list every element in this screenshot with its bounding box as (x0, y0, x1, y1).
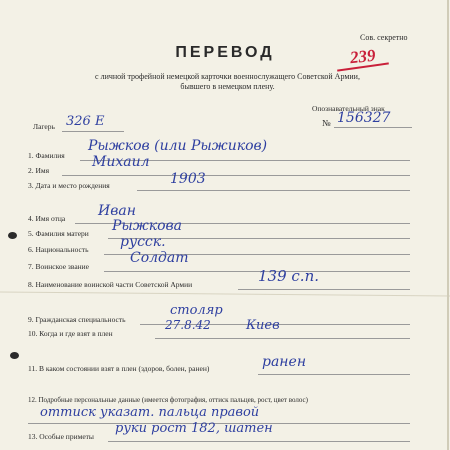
field-name-value: Михаил (92, 154, 150, 170)
field-rank-value: Солдат (130, 250, 189, 266)
field-rank-label: 7. Воинское звание (28, 262, 90, 271)
field-special-marks-underline (108, 441, 410, 442)
registration-number-stamp: 239 (349, 45, 377, 68)
field-surname-label: 1. Фамилия (28, 151, 65, 160)
field-name-underline (62, 175, 410, 176)
field-birth-label: 3. Дата и место рождения (28, 181, 110, 190)
field-personal-data-value: оттиск указат. пальца правой (40, 405, 260, 420)
field-name-label: 2. Имя (28, 166, 50, 175)
field-captured-place-value: Киев (246, 318, 280, 333)
punch-hole-upper (8, 232, 17, 239)
field-condition-underline (258, 374, 410, 375)
field-military-unit-underline (238, 289, 410, 290)
subtitle-line-1: с личной трофейной немецкой карточки военнослужащего Советской Армии, (95, 72, 360, 81)
field-captured-date-value: 27.8.42 (165, 318, 211, 332)
field-rank-underline (104, 271, 410, 272)
field-civil-profession-label: 9. Гражданская специальность (28, 315, 126, 324)
field-captured-underline (155, 338, 410, 339)
punch-hole-lower (10, 352, 19, 359)
field-military-unit-label: 8. Наименование воинской части Советской Армии (28, 280, 193, 289)
field-condition-label: 11. В каком состоянии взят в плен (здоров, болен, ранен) (28, 364, 210, 373)
field-nationality-label: 6. Национальность (28, 245, 89, 254)
field-mother-surname-value: Рыжкова (112, 218, 183, 234)
id-tag-label: Опознавательный знак (312, 104, 385, 113)
subtitle-line-2: бывшего в немецком плену. (180, 82, 275, 91)
field-special-marks-label: 13. Особые приметы (28, 432, 94, 441)
camp-value: 326 Е (66, 114, 105, 129)
field-captured-label: 10. Когда и где взят в плен (28, 329, 113, 338)
page-title: ПЕРЕВОД (175, 44, 275, 61)
field-birth-underline (137, 190, 410, 191)
camp-underline (62, 131, 124, 132)
field-personal-data-label: 12. Подробные персональные данные (имеется фотография, оттиск пальцев, рост, цвет волос) (28, 396, 308, 404)
field-military-unit-value: 139 с.п. (258, 267, 319, 285)
id-tag-underline (334, 127, 412, 128)
field-father-name-label: 4. Имя отца (28, 214, 66, 223)
field-condition-value: ранен (262, 354, 307, 370)
camp-label: Лагерь (33, 122, 55, 131)
field-special-marks-value: руки рост 182, шатен (115, 421, 273, 436)
field-nationality-value: русск. (120, 234, 166, 250)
field-birth-value: 1903 (170, 171, 206, 187)
secrecy-mark: Сов. секретно (360, 33, 408, 42)
field-civil-profession-value: столяр (170, 303, 223, 318)
id-tag-prefix: № (322, 118, 331, 128)
field-father-name-value: Иван (98, 203, 136, 219)
field-surname-value: Рыжков (или Рыжиков) (88, 138, 268, 154)
field-mother-surname-label: 5. Фамилия матери (28, 229, 89, 238)
id-tag-value: 156327 (337, 110, 391, 126)
document-subtitle (55, 72, 400, 92)
